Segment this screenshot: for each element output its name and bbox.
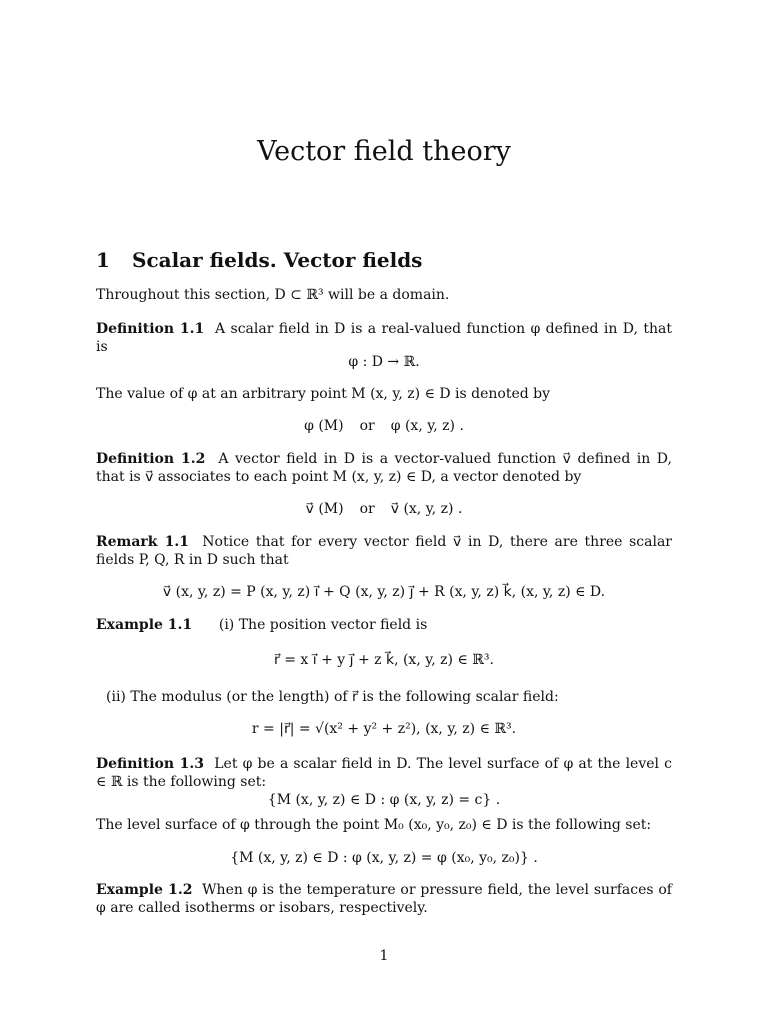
section-number: 1 [96, 248, 110, 272]
definition-1-1 [96, 320, 672, 356]
intro-paragraph: Throughout this section, D ⊂ ℝ³ will be a domain. [96, 287, 450, 303]
example-1-2 [96, 881, 672, 917]
page-number: 1 [379, 948, 389, 964]
document-title: Vector field theory [257, 136, 511, 167]
formula-phi-map: φ : D → ℝ. [348, 354, 420, 370]
definition-1-1-label: Definition 1.1 [96, 321, 205, 337]
formula-position-vector: r⃗ = x i⃗ + y j⃗ + z k⃗, (x, y, z) ∈ ℝ³. [274, 652, 494, 668]
value-of-phi-text: The value of φ at an arbitrary point M (x, y, z) ∈ D is denoted by [96, 386, 551, 402]
level-surface-through-point-text: The level surface of φ through the point M₀ (x₀, y₀, z₀) ∈ D is the following set: [96, 817, 652, 833]
formula-level-surface: {M (x, y, z) ∈ D : φ (x, y, z) = c} . [267, 792, 501, 808]
definition-1-3-label: Definition 1.3 [96, 756, 204, 772]
example-1-1 [96, 616, 672, 634]
example-1-2-text: When φ is the temperature or pressure field, the level surfaces of φ are called isotherms or isobars, respectively. [96, 882, 672, 916]
definition-1-2 [96, 450, 672, 486]
formula-v-notation [96, 500, 672, 518]
formula-modulus: r = |r⃗| = √(x² + y² + z²), (x, y, z) ∈ ℝ³. [251, 721, 517, 737]
remark-1-1 [96, 533, 672, 569]
definition-1-3-text: Let φ be a scalar field in D. The level surface of φ at the level c ∈ ℝ is the following set: [96, 756, 672, 790]
formula-v-decomposition: v⃗ (x, y, z) = P (x, y, z) i⃗ + Q (x, y, z) j⃗ + R (x, y, z) k⃗, (x, y, z) ∈ D. [162, 584, 606, 600]
example-1-1-label: Example 1.1 [96, 617, 193, 633]
or-word: or [359, 418, 375, 434]
formula-level-surface-point: {M (x, y, z) ∈ D : φ (x, y, z) = φ (x₀, y₀, z₀)} . [230, 850, 538, 866]
example-1-1-item-ii: (ii) The modulus (or the length) of r⃗ is the following scalar field: [106, 689, 559, 705]
section-title: Scalar fields. Vector fields [132, 248, 423, 272]
example-1-1-item-i: (i) The position vector field is [218, 617, 428, 633]
phi-m: φ (M) [304, 418, 344, 434]
definition-1-3 [96, 755, 672, 791]
definition-1-2-label: Definition 1.2 [96, 451, 206, 467]
section-heading [96, 246, 422, 274]
formula-phi-notation [96, 417, 672, 435]
definition-1-2-text: A vector field in D is a vector-valued function v⃗ defined in D, that is v⃗ associates to each point M (x, y, z) ∈ D, a vector denoted by [96, 451, 672, 485]
v-m: v⃗ (M) [305, 501, 344, 517]
remark-1-1-label: Remark 1.1 [96, 534, 189, 550]
v-xyz: v⃗ (x, y, z) . [390, 501, 463, 517]
or-word-2: or [359, 501, 375, 517]
remark-1-1-text: Notice that for every vector field v⃗ in D, there are three scalar fields P, Q, R in D such that [96, 534, 673, 568]
example-1-2-label: Example 1.2 [96, 882, 193, 898]
phi-xyz: φ (x, y, z) . [390, 418, 464, 434]
definition-1-1-text: A scalar field in D is a real-valued function φ defined in D, that is [96, 321, 672, 355]
